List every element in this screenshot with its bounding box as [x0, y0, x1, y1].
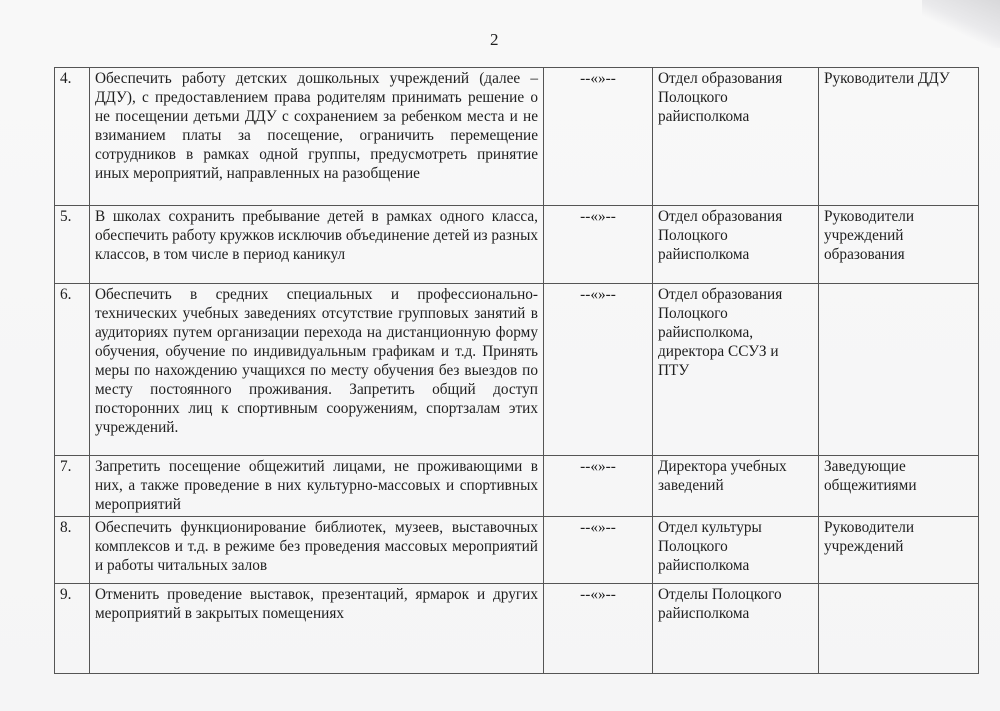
table-row	[55, 456, 979, 517]
measure-text: В школах сохранить пребывание детей в рамках одного класса, обеспечить работу кружков исключив объединение детей из разных классов, в том числе в период каникул	[90, 206, 544, 284]
folded-corner	[922, 0, 1000, 48]
executors-text: Заведующие общежитиями	[819, 456, 979, 517]
table-row	[55, 517, 979, 584]
responsible-text: Отдел образования Полоцкого райисполкома	[653, 68, 819, 206]
table-row	[55, 584, 979, 674]
measure-text: Обеспечить функционирование библиотек, музеев, выставочных комплексов и т.д. в режиме без проведения массовых мероприятий и работы читальных залов	[90, 517, 544, 584]
measure-text: Отменить проведение выставок, презентаций, ярмарок и других мероприятий в закрытых помещениях	[90, 584, 544, 674]
term-text: --«»--	[544, 584, 653, 674]
measure-text: Обеспечить в средних специальных и профессионально-технических учебных заведениях отсутствие групповых занятий в аудиториях путем организации перехода на дистанционную форму обучения, обучение по индивидуальным графикам и т.д. Принять меры по нахождению учащихся по месту обучения без выездов по месту постоянного проживания. Запретить общий доступ посторонних лиц к спортивным сооружениям, спортзалам этих учреждений.	[90, 284, 544, 456]
executors-text: Руководители ДДУ	[819, 68, 979, 206]
executors-text: Руководители учреждений	[819, 517, 979, 584]
term-text: --«»--	[544, 206, 653, 284]
measure-text: Запретить посещение общежитий лицами, не проживающими в них, а также проведение в них культурно-массовых и спортивных мероприятий	[90, 456, 544, 517]
executors-text	[819, 584, 979, 674]
term-text: --«»--	[544, 284, 653, 456]
executors-text	[819, 284, 979, 456]
row-number: 8.	[55, 517, 90, 584]
measures-table	[54, 67, 979, 674]
measure-text: Обеспечить работу детских дошкольных учреждений (далее – ДДУ), с предоставлением права родителям принимать решение о не посещении детьми ДДУ с сохранением за ребенком места и не взиманием платы за посещение, ограничить перемещение сотрудников в рамках одной группы, предусмотреть принятие иных мероприятий, направленных на разобщение	[90, 68, 544, 206]
table-row	[55, 284, 979, 456]
responsible-text: Отдел образования Полоцкого райисполкома, директора ССУЗ и ПТУ	[653, 284, 819, 456]
responsible-text: Отделы Полоцкого райисполкома	[653, 584, 819, 674]
row-number: 4.	[55, 68, 90, 206]
responsible-text: Директора учебных заведений	[653, 456, 819, 517]
responsible-text: Отдел культуры Полоцкого райисполкома	[653, 517, 819, 584]
row-number: 5.	[55, 206, 90, 284]
responsible-text: Отдел образования Полоцкого райисполкома	[653, 206, 819, 284]
executors-text: Руководители учреждений образования	[819, 206, 979, 284]
table-row	[55, 68, 979, 206]
term-text: --«»--	[544, 68, 653, 206]
term-text: --«»--	[544, 456, 653, 517]
page-number: 2	[490, 30, 499, 49]
row-number: 9.	[55, 584, 90, 674]
row-number: 7.	[55, 456, 90, 517]
term-text: --«»--	[544, 517, 653, 584]
table-row	[55, 206, 979, 284]
row-number: 6.	[55, 284, 90, 456]
